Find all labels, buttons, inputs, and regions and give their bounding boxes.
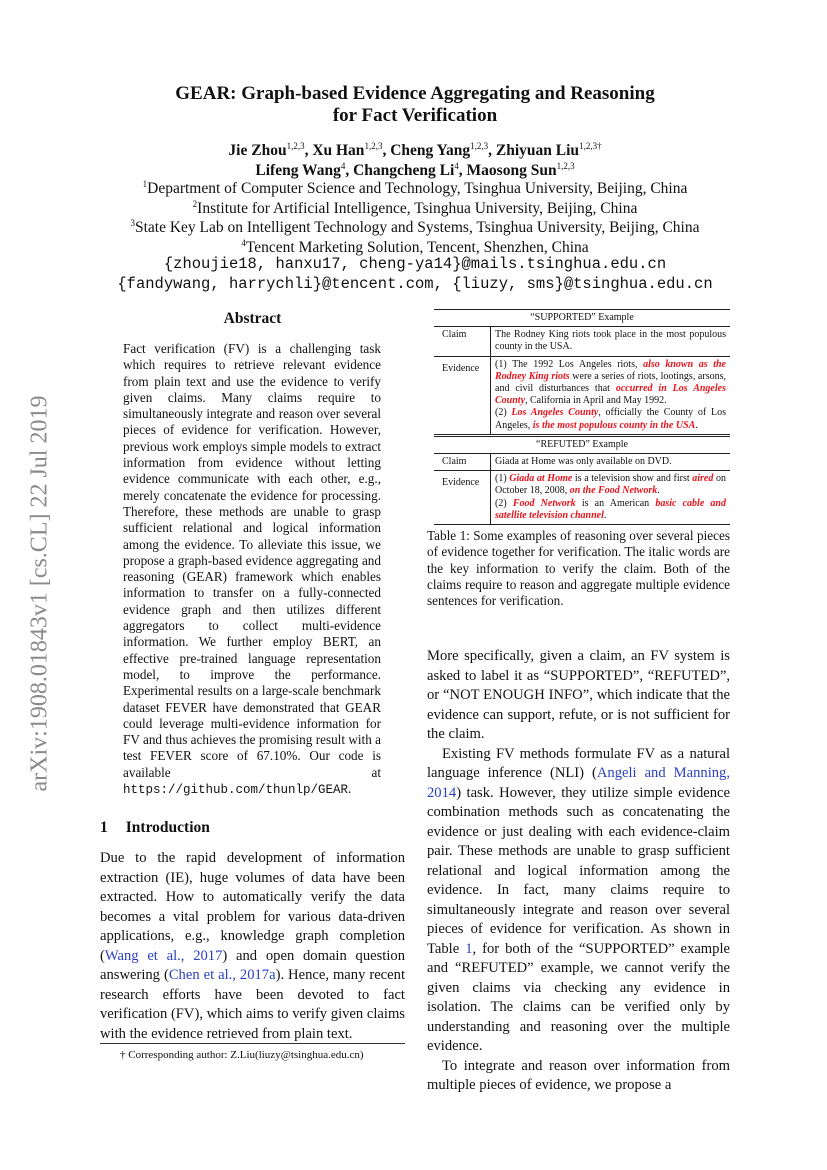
- text-segment: .: [603, 509, 607, 521]
- section-number: 1: [100, 819, 108, 836]
- affiliation-text: Institute for Artificial Intelligence, Tsinghua University, Beijing, China: [197, 199, 638, 217]
- affiliation-text: Tencent Marketing Solution, Tencent, Shenzhen, China: [245, 238, 589, 256]
- title-line: for Fact Verification: [332, 105, 498, 126]
- text-segment: is a television show and first: [572, 473, 693, 485]
- text-segment: Fact verification (FV) is a challenging task which requires to retrieve relevant evidence from plain text and use the evidence to verify given claims. Many claims require to simultaneously integrate and reason over several pieces of evidence for verification. However, previous work employs simple models to extract information from evidence without letting evidence communicate with each other, e.g., merely concatenate the evidence for processing. Therefore, these methods are unable to grasp sufficient relational and logical information among the evidence. To alleviate this issue, we propose a graph-based evidence aggregating and reasoning (GEAR) framework which enables information to transfer on a fully-connected evidence graph and then utilizes different aggregators to collect multi-evidence information. We further employ BERT, an effective pre-trained language representation model, to improve the performance. Experimental results on a large-scale benchmark dataset FEVER have demonstrated that GEAR could leverage multi-evidence information for FV and thus achieves the promising result with a test FEVER score of 67.10%. Our code is available at: [123, 341, 381, 780]
- citation-link[interactable]: Angeli and Manning, 2014: [427, 765, 730, 801]
- paragraph: [100, 849, 405, 1044]
- text-segment: , Zhiyuan Liu: [488, 142, 580, 160]
- evidence-label: Evidence: [434, 471, 491, 525]
- abstract-text: [123, 341, 381, 798]
- table-caption: Table 1: Some examples of reasoning over several pieces of evidence together for verification. The italic words are the key information to verify the claim. Both of the claims require to reason and aggregate multiple evidence sentences for verification.: [427, 528, 730, 609]
- text-segment: Jie Zhou: [228, 142, 287, 160]
- citation-link[interactable]: 1: [465, 940, 473, 957]
- text-segment: ). Hence, many recent research efforts have been devoted to fact verification (FV), which aims to verify given claims with the evidence retrieved from plain text.: [100, 967, 405, 1042]
- affiliation-number: 2: [192, 198, 198, 209]
- evidence-text: [491, 471, 731, 525]
- affiliation-superscript: 1,2,3†: [579, 141, 602, 151]
- evidence-label: Evidence: [434, 356, 491, 435]
- text-segment: (1) The 1992 Los Angeles riots,: [495, 358, 644, 370]
- text-segment: , for both of the “SUPPORTED” example and “REFUTED” example, we cannot verify the given claims via checking any evidence in isolation. The claims can be verified only by understanding and reasoning over the multiple evidence.: [427, 940, 730, 1054]
- citation-link[interactable]: Wang et al., 2017: [104, 947, 223, 964]
- affiliation-number: 4: [241, 237, 246, 248]
- text-segment: ) and open domain question answering (: [100, 947, 405, 983]
- affiliation-number: 3: [130, 218, 135, 228]
- affiliation-superscript: 4: [454, 161, 459, 171]
- table-section-title: “REFUTED” Example: [434, 435, 730, 453]
- text-segment: , officially the County of Los Angeles,: [495, 407, 726, 431]
- title-line: GEAR: Graph-based Evidence Aggregating and Reasoning: [175, 83, 655, 104]
- text-segment: .: [657, 485, 660, 497]
- text-segment: , Maosong Sun: [458, 162, 557, 180]
- code-url-link[interactable]: https://github.com/thunlp/GEAR: [123, 783, 349, 798]
- footnote: [100, 1043, 405, 1061]
- affiliation-superscript: 1,2,3: [286, 141, 305, 151]
- body-column-right: [427, 647, 730, 1096]
- text-segment: Due to the rapid development of information extraction (IE), huge volumes of data have been extracted. How to automatically verify the data becomes a vital problem for various data-driven applications, e.g., knowledge graph completion (: [100, 850, 405, 964]
- affiliation-text: Department of Computer Science and Technology, Tsinghua University, Beijing, China: [147, 180, 688, 198]
- section-title: Introduction: [125, 819, 210, 836]
- key-evidence-text: Giada at Home: [509, 473, 573, 485]
- paragraph: [427, 745, 730, 1057]
- text-segment: .: [695, 419, 698, 431]
- text-segment: , Xu Han: [304, 142, 365, 160]
- section-heading: [100, 819, 210, 837]
- text-segment: Existing FV methods formulate FV as a natural language inference (NLI) (: [427, 745, 730, 781]
- claim-label: Claim: [434, 327, 491, 356]
- examples-table: [434, 309, 730, 525]
- paragraph: [427, 647, 730, 745]
- key-evidence-text: Los Angeles County: [511, 407, 599, 419]
- table-section-title: “SUPPORTED” Example: [434, 310, 730, 327]
- text-segment: (1): [495, 473, 510, 485]
- footnote-text: † Corresponding author: Z.Liu(liuzy@tsinghua.edu.cn): [120, 1049, 364, 1061]
- affiliation-number: 1: [142, 179, 148, 189]
- citation-link[interactable]: Chen et al., 2017a: [168, 967, 276, 983]
- abstract-heading: Abstract: [223, 310, 282, 327]
- text-segment: , Changcheng Li: [345, 162, 455, 180]
- claim-text: The Rodney King riots took place in the most populous county in the USA.: [491, 327, 731, 356]
- text-segment: were a series of riots, lootings, arsons, and civil disturbances that: [495, 370, 726, 395]
- text-segment: (2): [495, 407, 512, 419]
- text-segment: on October 18, 2008,: [495, 473, 726, 497]
- evidence-text: [491, 356, 731, 435]
- affiliation-superscript: 4: [340, 161, 346, 171]
- key-evidence-text: occurred in Los Angeles County: [495, 383, 726, 407]
- key-evidence-text: Food Network: [512, 497, 576, 509]
- key-evidence-text: on the Food Network: [569, 485, 658, 497]
- key-evidence-text: is the most populous county in the USA: [532, 419, 696, 431]
- email-line: {zhoujie18, hanxu17, cheng-ya14}@mails.tsinghua.edu.cn: [163, 255, 667, 273]
- email-line: {fandywang, harrychli}@tencent.com, {liuzy, sms}@tsinghua.edu.cn: [117, 275, 713, 293]
- paragraph: [427, 1057, 730, 1096]
- intro-column-left: [100, 849, 405, 1044]
- text-segment: , Cheng Yang: [382, 142, 471, 160]
- text-segment: is an American: [575, 497, 656, 509]
- key-evidence-text: aired: [692, 473, 714, 485]
- arxiv-identifier: arXiv:1908.01843v1 [cs.CL] 22 Jul 2019: [26, 395, 53, 792]
- text-segment: More specifically, given a claim, an FV system is asked to label it as “SUPPORTED”, “REFUTED”, or “NOT ENOUGH INFO”, which indicate that the evidence can support, refute, or is not sufficient for the claim.: [427, 648, 730, 742]
- text-segment: .: [348, 781, 352, 797]
- paper-title: [100, 83, 730, 127]
- key-evidence-text: also known as the Rodney King riots: [495, 358, 726, 382]
- text-segment: To integrate and reason over information from multiple pieces of evidence, we propose a: [427, 1057, 730, 1093]
- text-segment: ) task. However, they utilize simple evidence combination methods such as concatenating the evidence or just dealing with each evidence-claim pair. These methods are unable to grasp sufficient relational and logical information among the evidence. In fact, many claims require to simultaneously integrate and reason over several pieces of evidence for verification. As shown in Table: [427, 784, 730, 957]
- affiliation-text: State Key Lab on Intelligent Technology and Systems, Tsinghua University, Beijing, China: [134, 219, 700, 237]
- claim-label: Claim: [434, 454, 491, 471]
- affiliation-superscript: 1,2,3: [556, 161, 575, 171]
- affiliation-superscript: 1,2,3: [364, 141, 383, 151]
- affiliation-superscript: 1,2,3: [470, 141, 489, 151]
- text-segment: Lifeng Wang: [255, 162, 341, 180]
- text-segment: (2): [495, 497, 513, 509]
- key-evidence-text: basic cable and satellite television channel: [495, 497, 726, 521]
- text-segment: , California in April and May 1992.: [525, 395, 667, 407]
- claim-text: Giada at Home was only available on DVD.: [491, 454, 731, 471]
